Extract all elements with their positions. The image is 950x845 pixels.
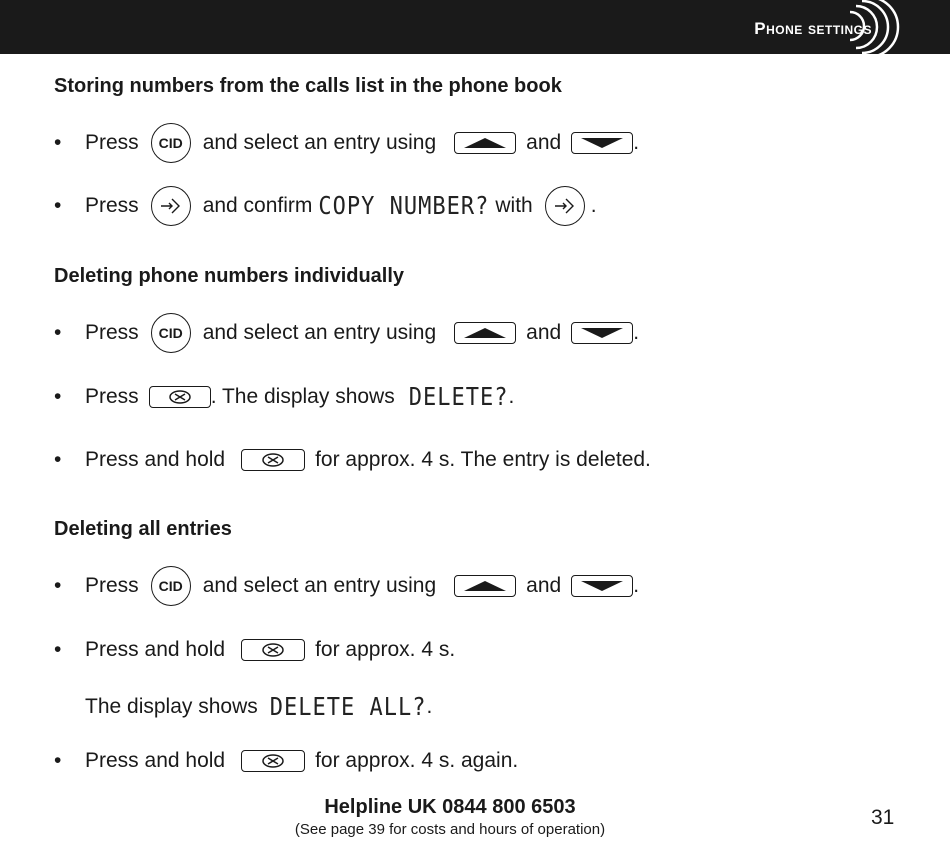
bullet: • — [54, 574, 62, 597]
up-arrow-key-icon — [454, 322, 516, 344]
section-title-deleting-individually: Deleting phone numbers individually — [54, 265, 405, 287]
instruction-text: and select an entry using — [202, 574, 437, 597]
instruction-line — [54, 186, 597, 226]
instruction-text: Press — [85, 194, 139, 217]
instruction-text: and — [526, 131, 562, 154]
instruction-line — [54, 741, 518, 781]
header-title: Phone settings — [754, 19, 872, 38]
instruction-text: and — [526, 321, 562, 344]
instruction-line — [54, 687, 432, 727]
display-text: DELETE ALL? — [269, 692, 427, 722]
instruction-text: . — [426, 695, 433, 718]
instruction-text: and confirm — [202, 194, 313, 217]
instruction-text: . — [633, 321, 640, 344]
instruction-text: Press and hold — [85, 638, 226, 661]
instruction-text: for approx. 4 s. The entry is deleted. — [315, 448, 651, 471]
down-arrow-key-icon — [571, 575, 633, 597]
instruction-text: for approx. 4 s. again. — [315, 749, 519, 772]
instruction-line — [54, 566, 639, 606]
helpline: Helpline UK 0844 800 6503 — [324, 796, 576, 818]
page-number: 31 — [871, 806, 895, 829]
delete-key-icon — [241, 639, 305, 661]
up-arrow-key-icon — [454, 575, 516, 597]
instruction-line — [54, 313, 639, 353]
delete-key-icon — [241, 449, 305, 471]
instruction-text: with — [495, 194, 533, 217]
bullet: • — [54, 749, 62, 772]
cid-key-icon: CID — [151, 123, 191, 163]
instruction-text: Press and hold — [85, 448, 226, 471]
display-text: COPY NUMBER? — [318, 191, 490, 221]
instruction-text: Press — [85, 321, 139, 344]
instruction-text: and select an entry using — [202, 131, 437, 154]
bullet: • — [54, 194, 62, 217]
bullet: • — [54, 321, 62, 344]
bullet: • — [54, 448, 62, 471]
instruction-text: . — [633, 574, 640, 597]
instruction-text: Press — [85, 574, 139, 597]
instruction-text: for approx. 4 s. — [315, 638, 456, 661]
helpline-note: (See page 39 for costs and hours of operation) — [294, 821, 606, 838]
instruction-text: Press and hold — [85, 749, 226, 772]
display-text: DELETE? — [408, 382, 509, 412]
down-arrow-key-icon — [571, 322, 633, 344]
up-arrow-key-icon — [454, 132, 516, 154]
instruction-text: The display shows — [85, 695, 258, 718]
cid-key-icon: CID — [151, 566, 191, 606]
section-title-deleting-all: Deleting all entries — [54, 518, 232, 540]
instruction-line — [54, 377, 514, 417]
bullet: • — [54, 131, 62, 154]
instruction-text: Press — [85, 385, 139, 408]
delete-key-icon — [241, 750, 305, 772]
instruction-text: Press — [85, 131, 139, 154]
instruction-text: and — [526, 574, 562, 597]
instruction-line — [54, 123, 639, 163]
instruction-text: and select an entry using — [202, 321, 437, 344]
instruction-text: . — [590, 194, 597, 217]
instruction-text: . The display shows — [210, 385, 395, 408]
ok-key-icon — [545, 186, 585, 226]
signal-arcs-icon — [850, 0, 900, 54]
instruction-text: . — [508, 385, 515, 408]
instruction-line — [54, 440, 651, 480]
ok-key-icon — [151, 186, 191, 226]
delete-key-icon — [149, 386, 211, 408]
page-header — [0, 0, 950, 54]
down-arrow-key-icon — [571, 132, 633, 154]
instruction-line — [54, 630, 455, 670]
bullet: • — [54, 638, 62, 661]
instruction-text: . — [633, 131, 640, 154]
cid-key-icon: CID — [151, 313, 191, 353]
bullet: • — [54, 385, 62, 408]
section-title-storing: Storing numbers from the calls list in the phone book — [54, 75, 562, 97]
